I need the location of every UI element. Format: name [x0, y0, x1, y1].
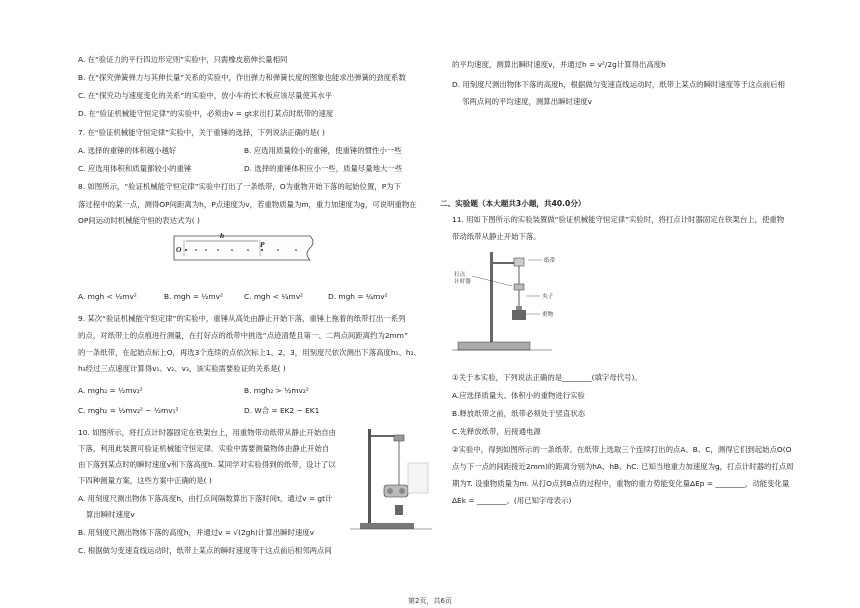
q10-option-c: C. 根据做匀变速直线运动时，纸带上某点的瞬时速度等于这点前后相邻两点间 — [78, 546, 332, 555]
section-heading: 二、实验题（本大题共3小题，共40.0分） — [440, 199, 586, 208]
q10-stem-line2: 下落，利用此装置可验证机械能守恒定律．实验中需要测量物体由静止开始自 — [78, 444, 330, 453]
q11-fig-label-timer: 打点 — [454, 272, 466, 278]
page-footer: 第2页，共6页 — [408, 597, 452, 605]
left-column — [0, 0, 430, 590]
q8-stem-line3: OP间运动时机械能守恒的表达式为( ) — [78, 216, 200, 225]
q7-option-c: C. 应选用体积和质量都较小的重锤 — [78, 164, 192, 173]
q8-fig-label-p: P — [260, 240, 265, 249]
q8-stem-line2: 落过程中的某一点，测得OP间距离为h，P点速度为v，若重物质量为m，重力加速度为g，可说明重物在 — [78, 200, 417, 209]
q9-option-a: A. mgh₂ = ½mv₂² — [78, 386, 143, 395]
q11-part2-line2: 点与下一点的间距接近2mm)的距离分别为hA、hB、hC. 已知当地重力加速度为g，打点计时器的打点周 — [452, 462, 794, 471]
q10-stem-line1: 10. 如图所示，将打点计时器固定在铁架台上，用重物带动纸带从静止开始自由 — [78, 428, 336, 437]
q10-option-a-line2: 算出瞬时速度v — [86, 510, 135, 519]
q9-stem-line3: 的一条纸带，在起始点标上O，再选3个连续的点依次标上1、2、3，用刻度尺依次测出下落高度h₁、h₂、 — [78, 348, 421, 357]
q6-option-a: A. 在“验证力的平行四边形定则”实验中，只需橡皮筋伸长量相同 — [78, 55, 288, 64]
q11-stem-line2: 带动纸带从静止开始下落。 — [452, 232, 541, 241]
q11-stem-line1: 11. 用如下图所示的实验装置做“验证机械能守恒定律”实验时，将打点计时器固定在铁架台上，使重物 — [452, 215, 785, 224]
q11-option-c: C.先释放纸带，后接通电源 — [452, 427, 541, 436]
q8-option-c: C. mgh < ¼mv² — [244, 292, 304, 301]
q11-part2-line3: 期为T. 设重物质量为m. 从打O点到B点的过程中，重物的重力势能变化量ΔEp = ________，动能变化量 — [452, 479, 790, 488]
q11-option-a: A.应选择质量大、体积小的重物进行实验 — [452, 391, 585, 400]
q9-stem-line4: h₃经过三点速度计算得v₁、v₂、v₃，该实验需要验证的关系是( ) — [78, 364, 286, 373]
q11-part2-line4: ΔEk = ________。(用已知字母表示) — [452, 496, 572, 505]
q8-option-b: B. mgh = ½mv² — [164, 292, 223, 301]
q10-option-b: B. 用刻度尺测出物体下落的高度h，并通过v = √(2gh)计算出瞬时速度v — [78, 528, 315, 537]
q9-option-b: B. mgh₂ > ½mv₂² — [244, 386, 309, 395]
q8-stem-line1: 8. 如图所示，“验证机械能守恒定律”实验中打出了一条纸带，O为重物开始下落的起始位置，P为下 — [78, 182, 401, 191]
right-column — [430, 0, 860, 590]
q11-part2-line1: ②实验中，得到如图所示的一条纸带。在纸带上选取三个连续打出的点A、B、C，测得它们到起始点O(O — [452, 445, 792, 454]
q11-option-b: B.释放纸带之前，纸带必须处于竖直状态 — [452, 409, 586, 418]
q10-apparatus-figure — [350, 425, 432, 533]
q9-option-d: D. W合 = EK2 − EK1 — [244, 406, 320, 415]
q8-option-d: D. mgh = ¼mv² — [328, 292, 388, 301]
q10-option-a-line1: A. 用刻度尺测出物体下落高度h，由打点间隔数算出下落时间t，通过v = gt计 — [78, 494, 333, 503]
q10-option-c-continued: 的平均速度，测算出瞬时速度v，并通过h = v²/2g计算得出高度h — [452, 60, 666, 69]
q9-stem-line2: 的点，对纸带上的点痕进行测量，在打好点的纸带中挑选“点迹清楚且第一、二两点间距离约为2mm” — [78, 331, 408, 340]
q10-stem-line4: 下四种测量方案，这些方案中正确的是( ) — [78, 476, 212, 485]
q7-option-b: B. 应选用质量较小的重锤，使重锤的惯性小一些 — [244, 146, 402, 155]
q11-part1: ①关于本实验，下列说法正确的是________(填字母代号)。 — [452, 373, 642, 382]
q11-fig-label-timer-2: 计时器 — [454, 279, 471, 285]
q11-fig-label-tape: 纸带 — [544, 258, 556, 264]
q6-option-c: C. 在“探究功与速度变化的关系”的实验中，放小车的长木板应该尽量使其水平 — [78, 91, 333, 100]
q9-option-c: C. mgh₂ = ½mv₂² − ½mv₁² — [78, 406, 179, 415]
q7-stem: 7. 在“验证机械能守恒定律”实验中，关于重锤的选择，下列说法正确的是( ) — [78, 128, 325, 137]
q10-option-d-line2: 邻两点间的平均速度，测算出瞬时速度v — [462, 97, 593, 106]
q8-fig-label-o: O — [176, 245, 182, 254]
q10-stem-line3: 由下落到某点时的瞬时速度v和下落高度h. 某同学对实验得到的纸带，设计了以 — [78, 460, 336, 469]
q7-option-a: A. 选择的重锤的体积越小越好 — [78, 146, 177, 155]
q7-option-d: D. 选择的重锤体积应小一些，质量尽量地大一些 — [244, 164, 403, 173]
q11-fig-label-weight: 重物 — [542, 312, 554, 318]
q8-fig-label-h: h — [220, 231, 225, 240]
q6-option-d: D. 在“验证机械能守恒定律”的实验中，必须由v = gt求出打某点时纸带的速度 — [78, 109, 334, 118]
q10-option-d-line1: D. 用刻度尺测出物体下落的高度h，根据做匀变速直线运动时，纸带上某点的瞬时速度等于这点前后相 — [452, 80, 785, 89]
q8-option-a: A. mgh < ½mv² — [78, 292, 137, 301]
q9-stem-line1: 9. 某次“验证机械能守恒定律”的实验中，重锤从高处由静止开始下落，重锤上拖着的纸带打出一系列 — [78, 314, 406, 323]
q6-option-b: B. 在“探究弹簧弹力与其伸长量”关系的实验中，作出弹力和弹簧长度的图象也能求出弹簧的劲度系数 — [78, 73, 406, 82]
q8-tape-figure — [170, 228, 320, 272]
q11-fig-label-clip: 夹子 — [542, 294, 554, 300]
